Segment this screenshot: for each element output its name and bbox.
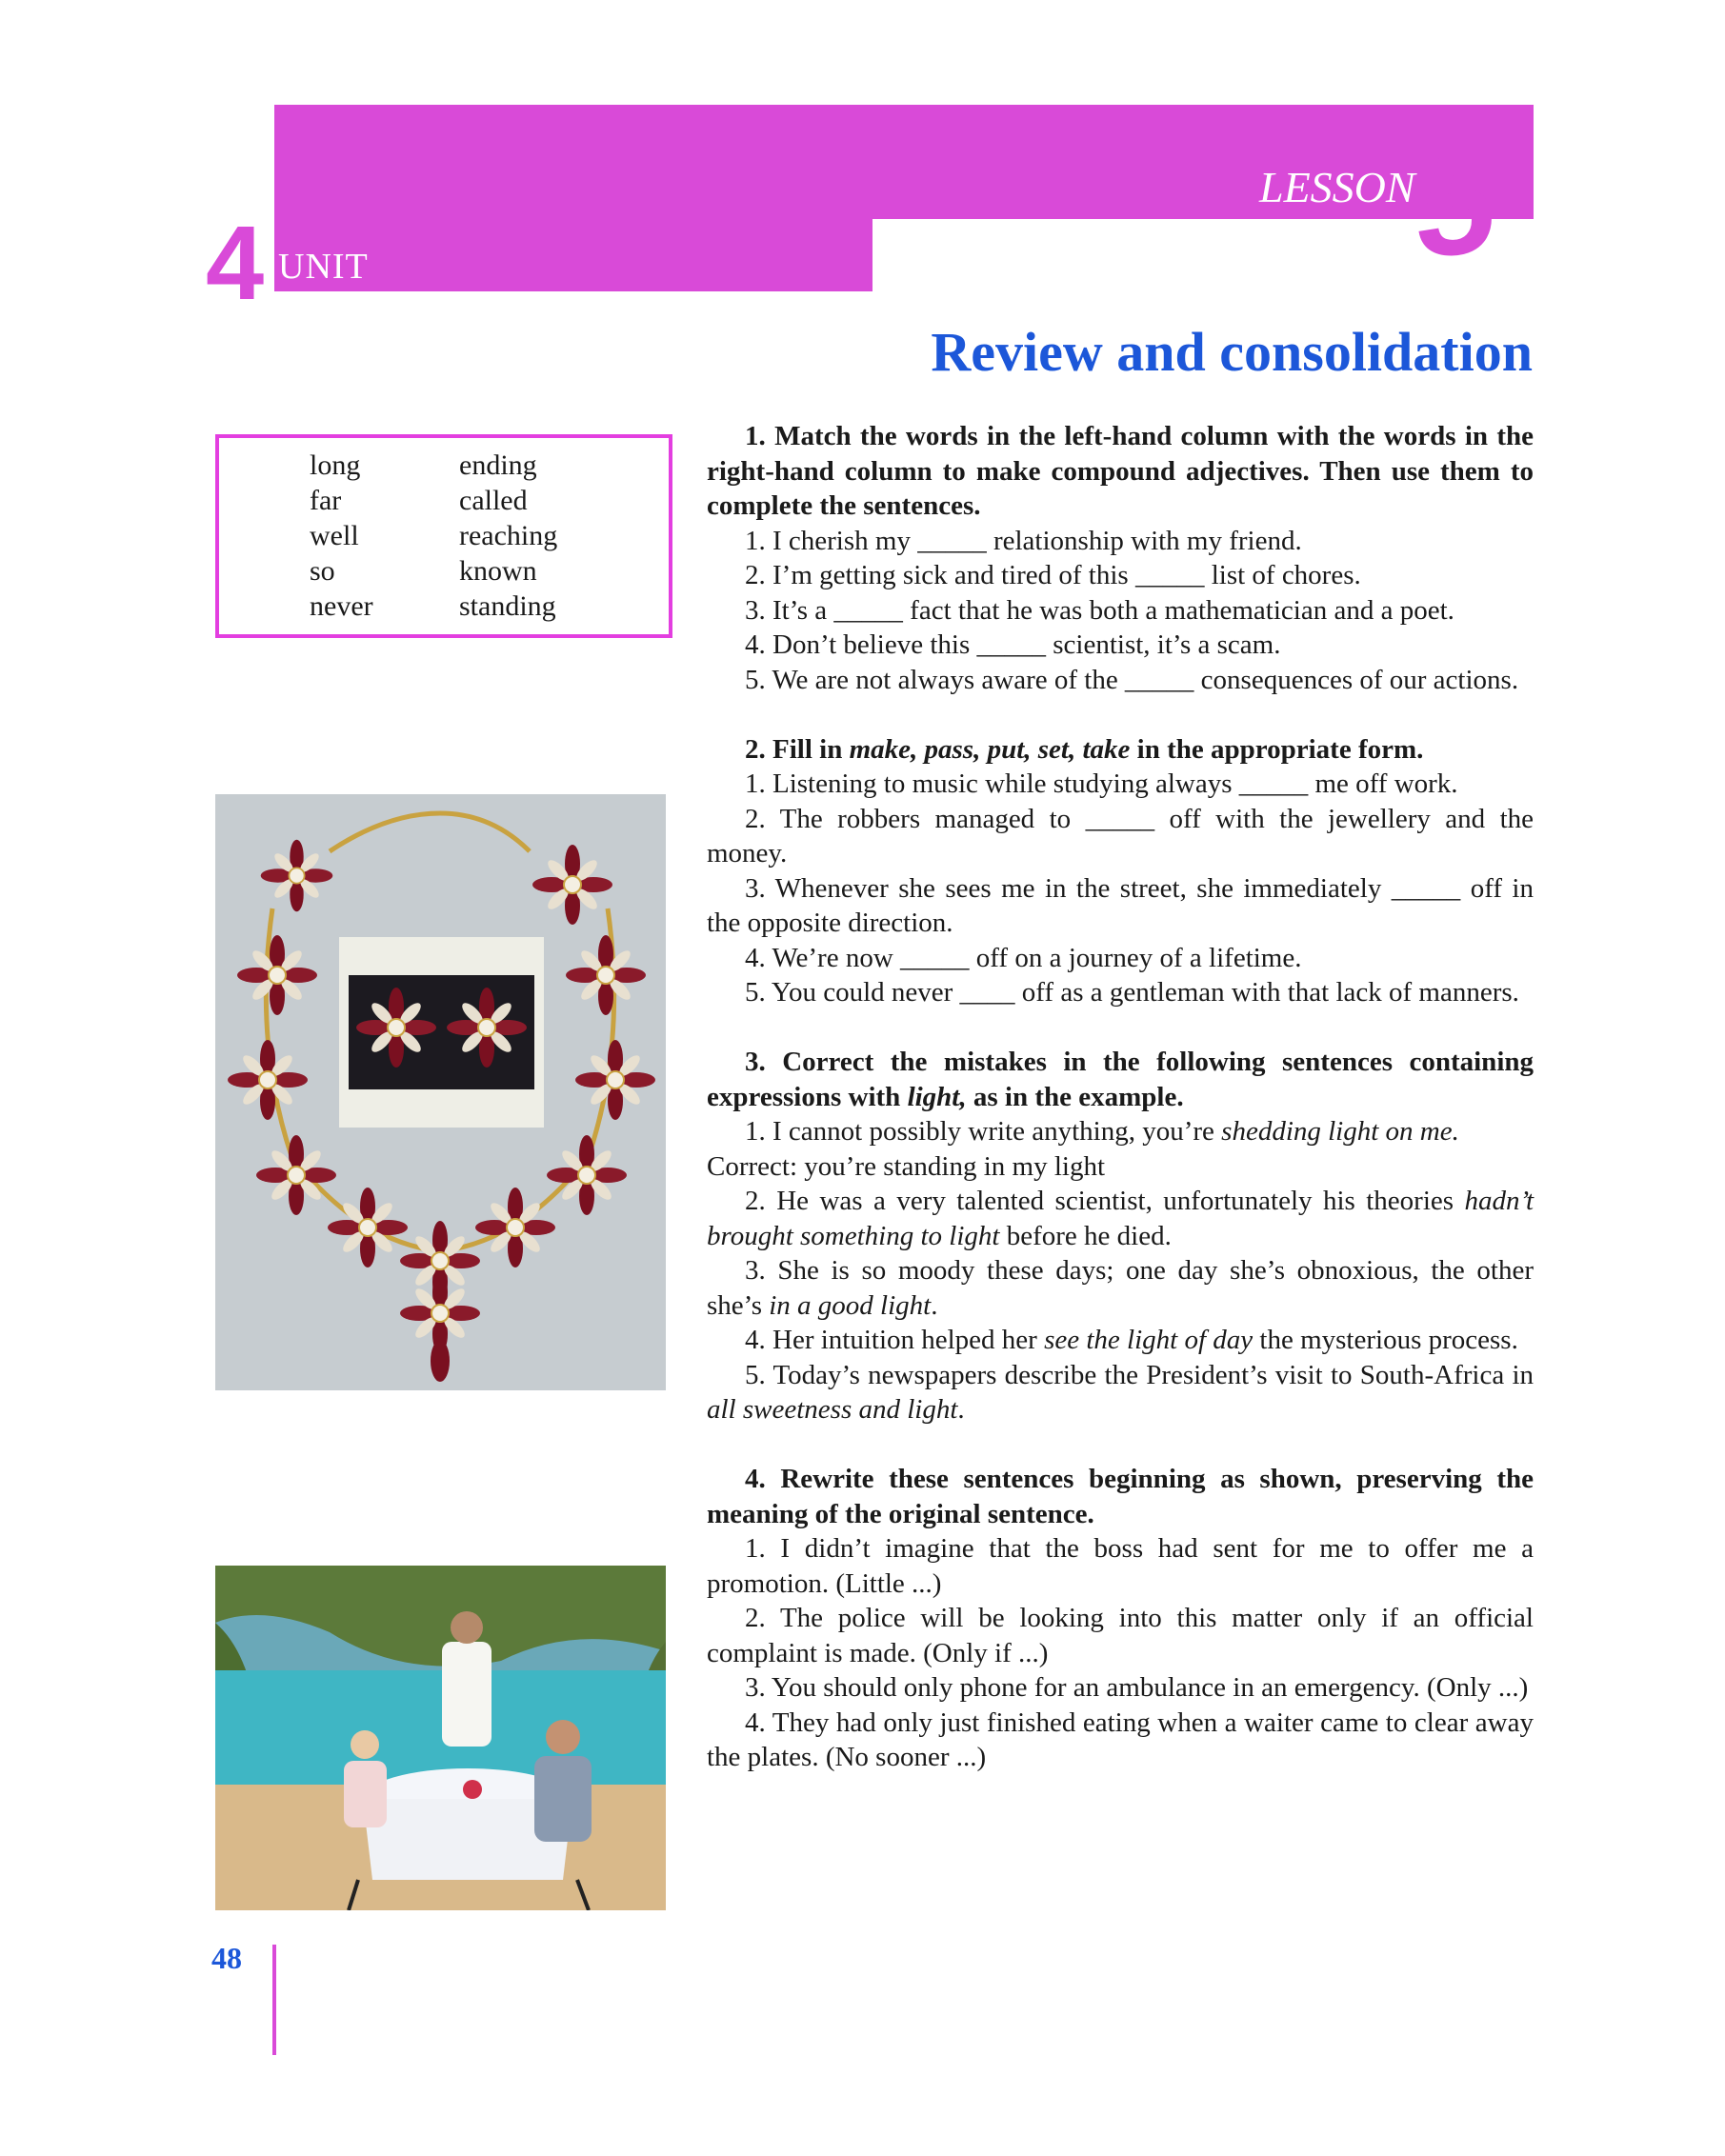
- word-item: never: [310, 590, 373, 622]
- exercise-item: 5. Today’s newspapers describe the President’s visit to South-Africa in all sweetness and light.: [707, 1359, 1534, 1425]
- page-title: Review and consolidation: [931, 321, 1533, 383]
- example-correction: Correct: you’re standing in my light: [707, 1150, 1106, 1182]
- word-item: called: [459, 485, 528, 516]
- word-column-right: [459, 448, 557, 624]
- exercise-item: 2. I’m getting sick and tired of this _____ list of chores.: [745, 560, 1361, 590]
- exercise-item: 1. I cherish my _____ relationship with my friend.: [745, 525, 1302, 556]
- exercise-2-heading: 2. Fill in make, pass, put, set, take in the appropriate form.: [745, 733, 1424, 765]
- exercise-item: 2. The robbers managed to _____ off with the jewellery and the money.: [707, 803, 1534, 868]
- exercise-item: 1. Listening to music while studying always _____ me off work.: [745, 769, 1458, 799]
- unit-label: UNIT: [278, 247, 369, 287]
- exercise-3-heading: 3. Correct the mistakes in the following sentences containing expressions with light, as in the example.: [707, 1047, 1534, 1112]
- exercise-item: 4. Don’t believe this _____ scientist, it’s a scam.: [745, 629, 1281, 660]
- exercise-item: 4. We’re now _____ off on a journey of a lifetime.: [745, 942, 1302, 973]
- exercise-item: 2. He was a very talented scientist, unfortunately his theories hadn’t brought something to light before he died.: [707, 1186, 1534, 1251]
- word-item: ending: [459, 449, 537, 481]
- exercise-item: 4. Her intuition helped her see the light of day the mysterious process.: [745, 1325, 1518, 1355]
- exercise-item: 3. It’s a _____ fact that he was both a mathematician and a poet.: [745, 594, 1454, 626]
- word-item: known: [459, 555, 537, 587]
- word-item: so: [310, 555, 335, 587]
- word-column-left: [310, 448, 373, 624]
- word-item: far: [310, 485, 342, 516]
- page-number: 48: [211, 1941, 242, 1975]
- necklace-photo: [215, 794, 666, 1390]
- exercise-item: 3. You should only phone for an ambulance in an emergency. (Only ...): [745, 1672, 1529, 1703]
- word-item: standing: [459, 590, 556, 622]
- exercise-item: 1. I cannot possibly write anything, you’re shedding light on me.: [745, 1116, 1459, 1147]
- page-divider: [272, 1945, 276, 2055]
- lesson-number: 5: [1417, 125, 1497, 285]
- exercise-item: 5. We are not always aware of the _____ consequences of our actions.: [745, 664, 1519, 695]
- word-item: reaching: [459, 520, 558, 551]
- dining-photo: [215, 1566, 666, 1910]
- exercise-item: 3. She is so moody these days; one day she’s obnoxious, the other she’s in a good light.: [707, 1255, 1534, 1321]
- word-item: well: [310, 520, 359, 551]
- exercise-4-heading: 4. Rewrite these sentences beginning as shown, preserving the meaning of the original sentence.: [707, 1464, 1534, 1529]
- exercise-item: 4. They had only just finished eating when a waiter came to clear away the plates. (No sooner ...): [707, 1707, 1534, 1772]
- unit-number: 4: [206, 205, 263, 322]
- exercise-column: [707, 419, 1534, 1775]
- exercise-item: 3. Whenever she sees me in the street, she immediately _____ off in the opposite direction.: [707, 872, 1534, 938]
- exercise-item: 2. The police will be looking into this matter only if an official complaint is made. (Only if ...): [707, 1603, 1534, 1668]
- word-item: long: [310, 449, 361, 481]
- exercise-item: 1. I didn’t imagine that the boss had sent for me to offer me a promotion. (Little ...): [707, 1533, 1534, 1599]
- lesson-label: LESSON: [1259, 163, 1415, 211]
- exercise-item: 5. You could never ____ off as a gentleman with that lack of manners.: [745, 977, 1519, 1008]
- word-box: [215, 434, 672, 638]
- exercise-1-heading: 1. Match the words in the left-hand column with the words in the right-hand column to make compound adjectives. Then use them to complete the sentences.: [707, 421, 1534, 521]
